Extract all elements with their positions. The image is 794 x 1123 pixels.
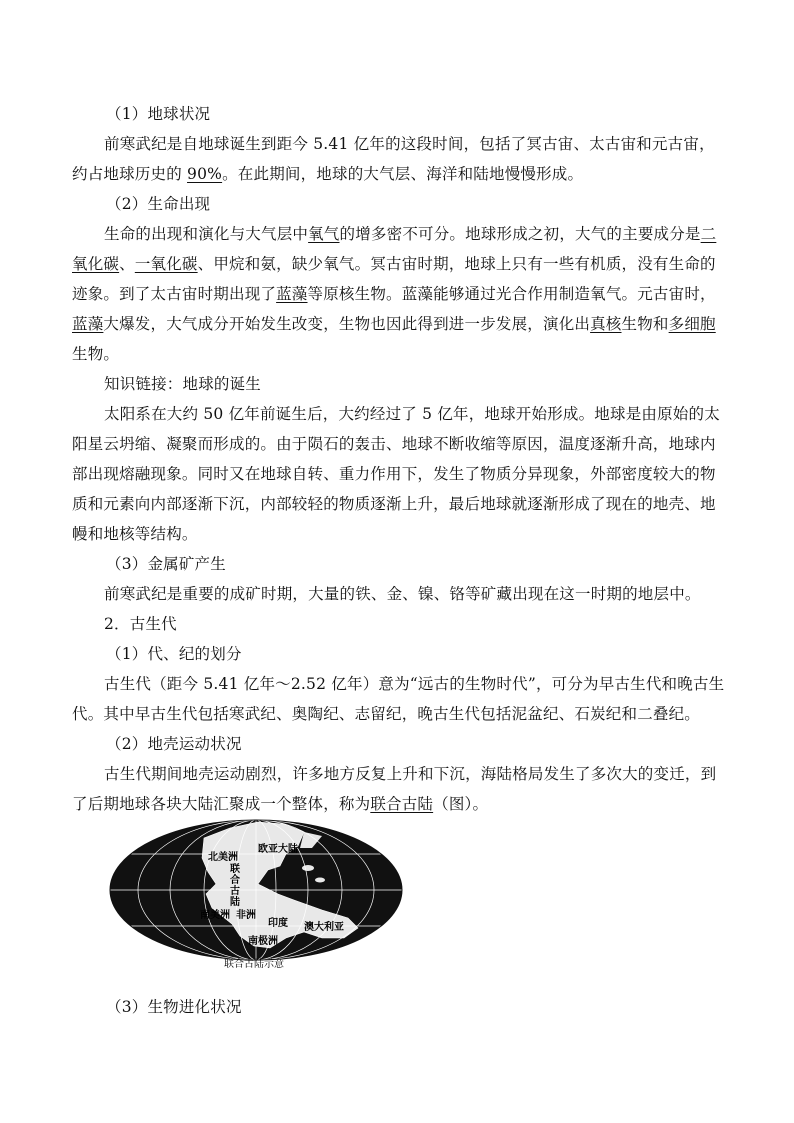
underlined-term: 真核 [590,315,622,333]
pangaea-map-figure [108,814,404,974]
paragraph-line: 前寒武纪是重要的成矿时期，大量的铁、金、镍、铬等矿藏出现在这一时期的地层中。 [104,585,701,603]
underlined-term: 一氧化碳 [134,255,198,273]
underlined-term: 二 [700,225,717,243]
underlined-term: 蓝藻 [72,315,104,333]
heading-metal-minerals: （3）金属矿产生 [106,555,226,573]
paragraph-line: 氧化碳、一氧化碳、甲烷和氨，缺少氧气。冥古宙时期，地球上只有一些有机质，没有生命的 [72,255,716,273]
underlined-term: 氧气 [308,225,340,243]
paragraph-line: 蓝藻大爆发，大气成分开始发生改变，生物也因此得到进一步发展，演化出真核生物和多细胞 [72,315,716,333]
paragraph-line: 质和元素向内部逐渐下沉，内部较轻的物质逐渐上升，最后地球就逐渐形成了现在的地壳、地 [72,495,716,513]
label-south-america: 南美洲 [200,910,230,921]
label-north-america: 北美洲 [208,852,238,863]
knowledge-link-title: 知识链接：地球的诞生 [104,375,262,393]
heading-paleozoic: 2．古生代 [104,615,177,633]
label-antarctica: 南极洲 [248,936,278,947]
paragraph-line: 了后期地球各块大陆汇聚成一个整体，称为联合古陆（图）。 [72,795,489,813]
heading-crustal-movement: （2）地壳运动状况 [106,735,242,753]
pangaea-map [108,814,404,974]
paragraph-line: 生命的出现和演化与大气层中氧气的增多密不可分。地球形成之初，大气的主要成分是二 [104,225,717,243]
label-pangaea: 联合古陆 [230,864,240,908]
heading-life-appears: （2）生命出现 [106,195,211,213]
label-australia: 澳大利亚 [304,922,344,933]
paragraph-line: 部出现熔融现象。同时又在地球自转、重力作用下，发生了物质分异现象，外部密度较大的物 [72,465,716,483]
paragraph-line: 古生代（距今 5.41 亿年～2.52 亿年）意为“远古的生物时代”，可分为早古生代和晚古生 [104,675,725,693]
underlined-term: 蓝藻 [276,285,308,303]
map-caption: 联合古陆示意 [224,959,284,970]
heading-earth-status: （1）地球状况 [106,105,211,123]
paragraph-line: 幔和地核等结构。 [72,525,198,543]
heading-era-division: （1）代、纪的划分 [106,645,242,663]
underlined-term: 多细胞 [668,315,716,333]
paragraph-line: 阳星云坍缩、凝聚而形成的。由于陨石的轰击、地球不断收缩等原因，温度逐渐升高，地球内 [72,435,716,453]
underlined-term: 氧化碳 [72,255,120,273]
label-india: 印度 [268,918,288,929]
paragraph-line: 太阳系在大约 50 亿年前诞生后，大约经过了 5 亿年，地球开始形成。地球是由原始的太 [104,405,720,423]
paragraph-line: 前寒武纪是自地球诞生到距今 5.41 亿年的这段时间，包括了冥古宙、太古宙和元古宙， [104,135,715,153]
paragraph-line: 古生代期间地壳运动剧烈，许多地方反复上升和下沉，海陆格局发生了多次大的变迁，到 [104,765,717,783]
paragraph-line: 生物。 [72,345,120,363]
paragraph-line: 约占地球历史的 90%。在此期间，地球的大气层、海洋和陆地慢慢形成。 [72,165,584,183]
underlined-term: 联合古陆 [370,795,434,813]
label-eurasia: 欧亚大陆 [258,844,298,855]
heading-biological-evolution: （3）生物进化状况 [106,998,242,1016]
paragraph-line: 代。其中早古生代包括寒武纪、奥陶纪、志留纪，晚古生代包括泥盆纪、石炭纪和二叠纪。 [72,705,701,723]
underlined-term: 90% [187,165,223,183]
paragraph-line: 迹象。到了太古宙时期出现了蓝藻等原核生物。蓝藻能够通过光合作用制造氧气。元古宙时， [72,285,716,303]
label-africa: 非洲 [236,910,256,921]
